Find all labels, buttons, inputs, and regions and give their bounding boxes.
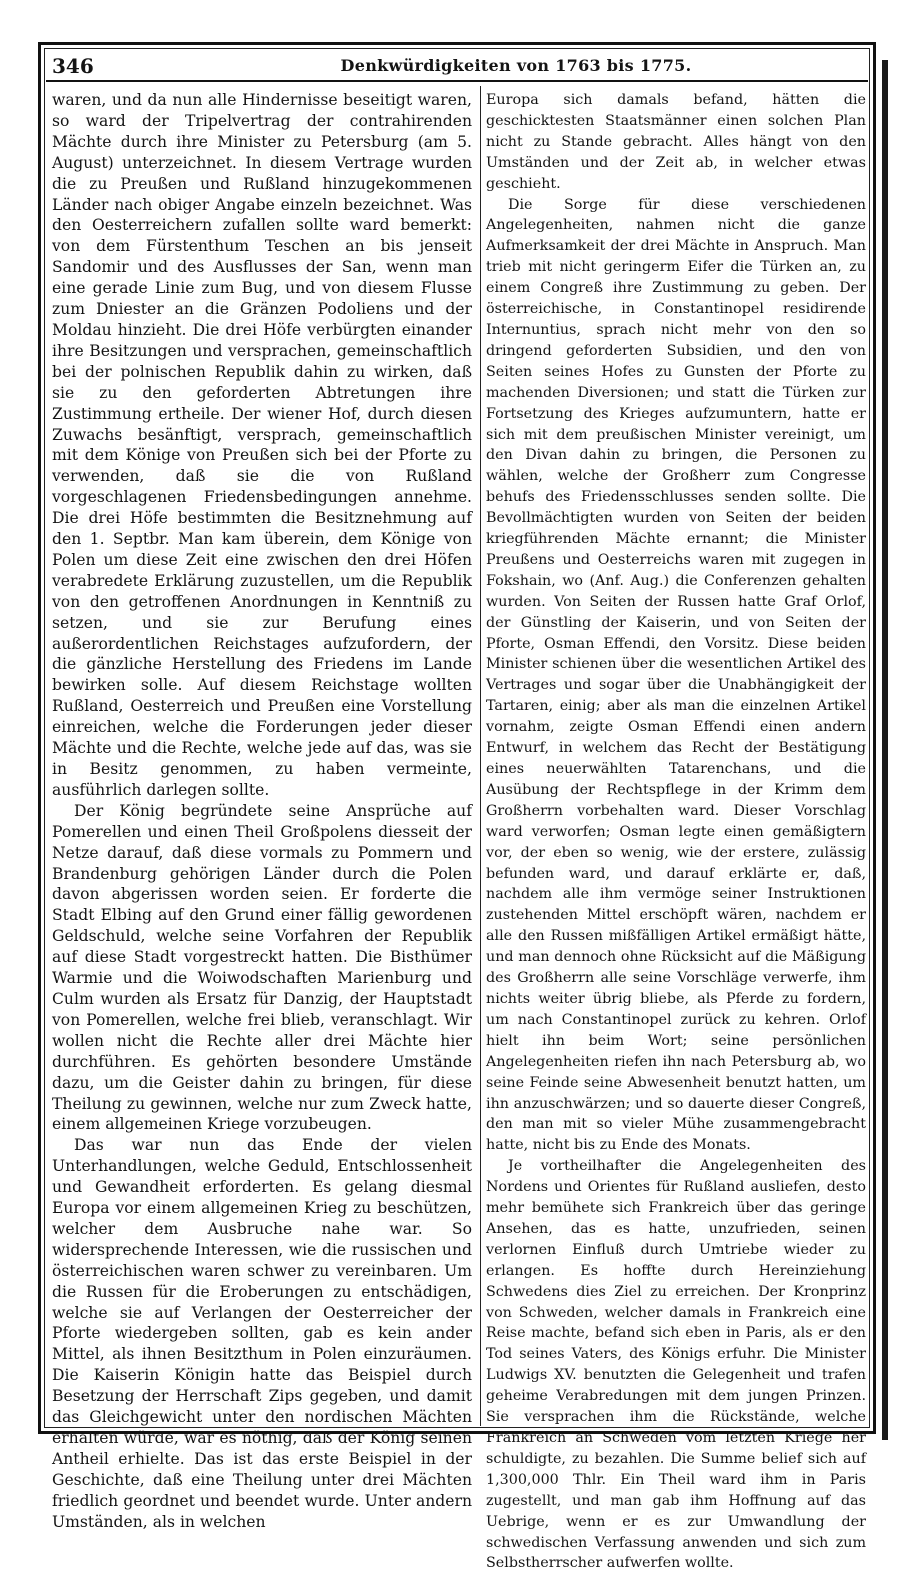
binding-shadow <box>882 60 888 1440</box>
page-number: 346 <box>52 54 94 78</box>
running-title: Denkwürdigkeiten von 1763 bis 1775. <box>340 56 692 75</box>
page-header <box>46 52 868 82</box>
right-column <box>486 90 866 1572</box>
column-divider <box>480 86 481 1426</box>
right-paragraph-1: Europa sich damals befand, hätten die geschicktesten Staatsmänner einen solchen Plan nicht zu Stande gebracht. Alles hängt von den Umständen und der Zeit ab, in welcher etwas geschieht. <box>486 92 866 192</box>
left-paragraph-3: Das war nun das Ende der vielen Unterhandlungen, welche Geduld, Entschlossenheit und Gewandheit erforderten. Es gelang diesmal Europa vor einem allgemeinen Krieg zu beschützen, welcher dem Ausbruche nahe war. So widersprechende Interessen, wie die russischen und österreichischen waren schwer zu vereinbaren. Um die Russen für die Eroberungen zu entschädigen, welche sie auf Verlangen der Oesterreicher der Pforte wiedergeben sollten, gab es kein ander Mittel, als ihnen Besitzthum in Polen einzuräumen. Die Kaiserin Königin hatte das Beispiel durch Besetzung der Herrschaft Zips gegeben, und damit das Gleichgewicht unter den nordischen Mächten erhalten würde, war es nöthig, daß der König seinen Antheil erhielte. Das ist das erste Beispiel in der Geschichte, daß eine Theilung unter drei Mächten friedlich geordnet und beendet wurde. Unter andern Umständen, als in welchen <box>52 1136 472 1531</box>
left-paragraph-1: waren, und da nun alle Hindernisse beseitigt waren, so ward der Tripelvertrag der contrahirenden Mächte durch ihre Minister zu Petersburg (am 5. August) unterzeichnet. In diesem Vertrage wurden die zu Preußen und Rußland hinzugekommenen Länder nach obiger Angabe einzeln bezeichnet. Was den Oesterreichern zufallen sollte ward bemerkt: von dem Fürstenthum Teschen an bis jenseit Sandomir und des Ausflusses der San, wenn man eine gerade Linie zum Bug, und von diesem Flusse zum Dniester an die Gränzen Podoliens und der Moldau hinzieht. Die drei Höfe verbürgten einander ihre Besitzungen und versprachen, gemeinschaftlich bei der polnischen Republik dahin zu wirken, daß sie zu den geforderten Abtretungen ihre Zustimmung ertheile. Der wiener Hof, durch diesen Zuwachs besänftigt, versprach, gemeinschaftlich mit dem Könige von Preußen sich bei der Pforte zu verwenden, daß sie die von Rußland vorgeschlagenen Friedensbedingungen annehme. Die drei Höfe bestimmten die Besitznehmung auf den 1. Septbr. Man kam überein, dem Könige von Polen um diese Zeit eine zwischen den drei Höfen verabredete Erklärung zuzustellen, um die Republik von den getroffenen Anordnungen in Kenntniß zu setzen, und sie zur Berufung eines außerordentlichen Reichstages aufzufordern, der die gänzliche Herstellung des Friedens im Lande bewirken solle. Auf diesem Reichstage wollten Rußland, Oesterreich und Preußen eine Vorstellung einreichen, welche die Forderungen jeder dieser Mächte und die Rechte, welche jede auf das, was sie in Besitz genommen, zu haben vermeinte, ausführlich darlegen sollte. <box>52 91 472 799</box>
left-paragraph-2: Der König begründete seine Ansprüche auf Pomerellen und einen Theil Großpolens diesseit der Netze darauf, daß diese vormals zu Pommern und Brandenburg gehörigen Länder durch die Polen davon abgerissen worden seien. Er forderte die Stadt Elbing auf den Grund einer fällig gewordenen Geldschuld, welche seine Vorfahren der Republik auf diese Stadt vorgestreckt hatten. Die Bisthümer Warmie und die Woiwodschaften Marienburg und Culm wurden als Ersatz für Danzig, der Hauptstadt von Pomerellen, welche frei blieb, veranschlagt. Wir wollen nicht die Rechte aller drei Mächte hier durchführen. Es gehörten besondere Umstände dazu, um die Geister dahin zu bringen, für diese Theilung zu gewinnen, welche nur zum Zweck hatte, einem allgemeinen Kriege vorzubeugen. <box>52 801 472 1134</box>
right-paragraph-2: Die Sorge für diese verschiedenen Angelegenheiten, nahmen nicht die ganze Aufmerksamkeit der drei Mächte in Anspruch. Man trieb mit nicht geringerm Eifer die Türken an, zu einem Congreß ihre Zustimmung zu geben. Der österreichische, in Constantinopel residirende Internuntius, sprach nicht mehr von den so dringend geforderten Subsidien, und den von Seiten seines Hofes zu Gunsten der Pforte zu machenden Diversionen; und statt die Türken zur Fortsetzung des Krieges aufzumuntern, hatte er sich mit dem preußischen Minister vereinigt, um den Divan dahin zu bringen, die Personen zu wählen, welche der Großherr zum Congresse behufs des Friedensschlusses senden sollte. Die Bevollmächtigten wurden von Seiten der beiden kriegführenden Mächte ernannt; die Minister Preußens und Oesterreichs waren mit zugegen in Fokshain, wo (Anf. Aug.) die Conferenzen gehalten wurden. Von Seiten der Russen hatte Graf Orlof, der Günstling der Kaiserin, und von Seiten der Pforte, Osman Effendi, den Vorsitz. Diese beiden Minister schienen über die wesentlichen Artikel des Vertrages und sogar über die Unabhängigkeit der Tartaren, einig; aber als man die einzelnen Artikel vornahm, zeigte Osman Effendi einen andern Entwurf, in welchem das Recht der Bestätigung eines neuerwählten Tatarenchans, und die Ausübung der Rechtspflege in der Krimm dem Großherrn vorbehalten ward. Dieser Vorschlag ward verworfen; Osman legte einen gemäßigtern vor, der eben so wenig, wie der erstere, zulässig befunden ward, und darauf erklärte er, daß, nachdem alle ihm vermöge seiner Instruktionen zustehenden Mittel erschöpft wären, nachdem er alle den Russen mißfälligen Artikel ermäßigt hätte, und man dennoch ohne Rücksicht auf die Mäßigung des Großherrn alle seine Vorschläge verwerfe, ihm nichts weiter übrig bliebe, als Pferde zu fordern, um nach Constantinopel zurück zu kehren. Orlof hielt ihn beim Wort; seine persönlichen Angelegenheiten riefen ihn nach Petersburg ab, wo seine Feinde seine Abwesenheit benutzt hatten, um ihn anzuschwärzen; und so dauerte dieser Congreß, den man mit so vieler Mühe zusammengebracht hatte, nicht bis zu Ende des Monats. <box>486 196 866 1154</box>
right-paragraph-3: Je vortheilhafter die Angelegenheiten des Nordens und Orientes für Rußland ausliefen, desto mehr bemühete sich Frankreich über das geringe Ansehen, das es hatte, unzufrieden, seinen verlornen Einfluß durch Umtriebe wieder zu erlangen. Es hoffte durch Hereinziehung Schwedens dies Ziel zu erreichen. Der Kronprinz von Schweden, welcher damals in Frankreich eine Reise machte, befand sich eben in Paris, als er den Tod seines Vaters, des Königs erfuhr. Die Minister Ludwigs XV. benutzten die Gelegenheit und trafen geheime Verabredungen mit dem jungen Prinzen. Sie versprachen ihm die Rückstände, welche Frankreich an Schweden vom letzten Kriege her schuldigte, zu bezahlen. Die Summe belief sich auf 1,300,000 Thlr. Ein Theil ward ihm in Paris zugestellt, und man gab ihm Hoffnung auf das Uebrige, wenn er es zur Umwandlung der schwedischen Verfassung anwenden und sich zum Selbstherrscher aufwerfen wollte. <box>486 1158 866 1572</box>
left-column <box>52 90 472 1531</box>
